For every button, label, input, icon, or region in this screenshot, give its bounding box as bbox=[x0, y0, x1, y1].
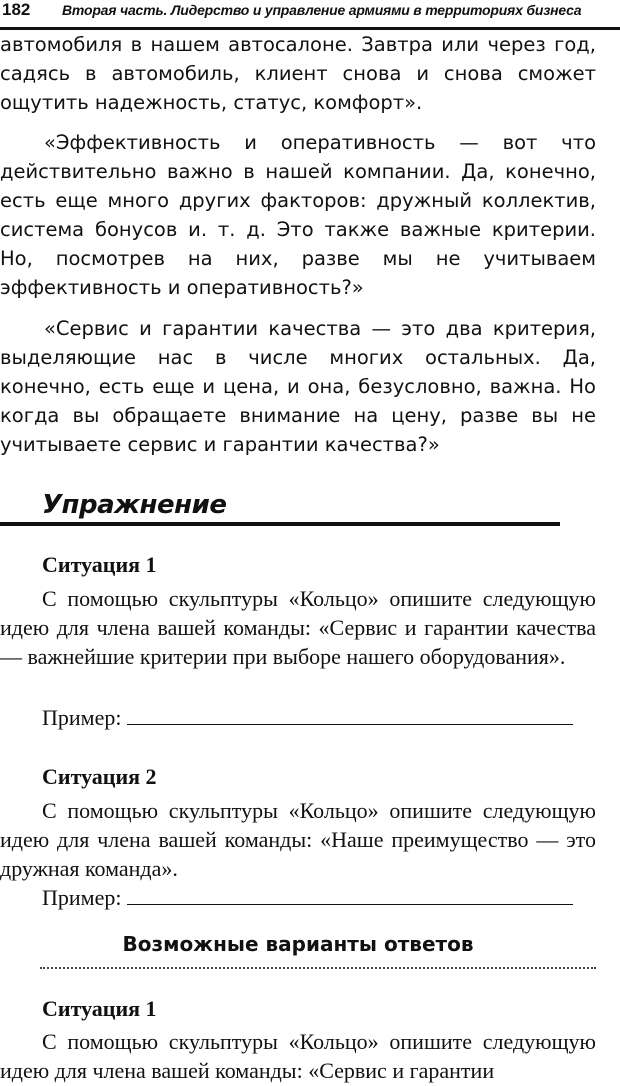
paragraph-2: «Эффективность и оперативность — вот что действительно важно в нашей компании. Да, конечно, есть еще много других факторов: дружный коллектив, система бонусов и. т. д. Это также важные критерии. Но, посмотрев на них, разве мы не учитываем эффективность и оперативность?» bbox=[0, 131, 596, 299]
answers-title: Возможные варианты ответов bbox=[122, 932, 474, 956]
situation-2-heading: Ситуация 2 bbox=[42, 764, 157, 789]
page-number: 182 bbox=[2, 0, 31, 19]
running-title: Вторая часть. Лидерство и управление армиями в территориях бизнеса bbox=[62, 2, 582, 18]
situation-2-text: С помощью скульптуры «Кольцо» опишите следующую идею для члена вашей команды: «Наше преимущество — это дружная команда». bbox=[0, 798, 596, 881]
page-header bbox=[0, 0, 620, 30]
answer-blank[interactable] bbox=[127, 704, 573, 725]
answers-situation-heading: Ситуация 1 bbox=[42, 996, 157, 1021]
situation-1-example bbox=[42, 704, 573, 731]
answers-rule bbox=[40, 967, 596, 969]
answer-blank[interactable] bbox=[127, 884, 573, 905]
example-label: Пример: bbox=[42, 705, 122, 730]
situation-1-text: С помощью скульптуры «Кольцо» опишите следующую идею для члена вашей команды: «Сервис и гарантии качества — важнейшие критерии при выборе нашего оборудования». bbox=[0, 586, 596, 669]
exercise-rule bbox=[0, 522, 560, 526]
paragraph-1: автомобиля в нашем автосалоне. Завтра или через год, садясь в автомобиль, клиент снова и снова сможет ощутить надежность, статус, комфорт». bbox=[0, 33, 596, 114]
example-label: Пример: bbox=[42, 885, 122, 910]
situation-2-example bbox=[42, 884, 573, 911]
exercise-title: Упражнение bbox=[42, 490, 227, 520]
situation-1-heading: Ситуация 1 bbox=[42, 552, 157, 577]
answers-situation-text: С помощью скульптуры «Кольцо» опишите следующую идею для члена вашей команды: «Сервис и гарантии bbox=[0, 1029, 596, 1083]
paragraph-3: «Сервис и гарантии качества — это два критерия, выделяющие нас в числе многих остальных. Да, конечно, есть еще и цена, и она, безусловно, важна. Но когда вы обращаете внимание на цену, разве вы не учитываете сервис и гарантии качества?» bbox=[0, 317, 596, 456]
